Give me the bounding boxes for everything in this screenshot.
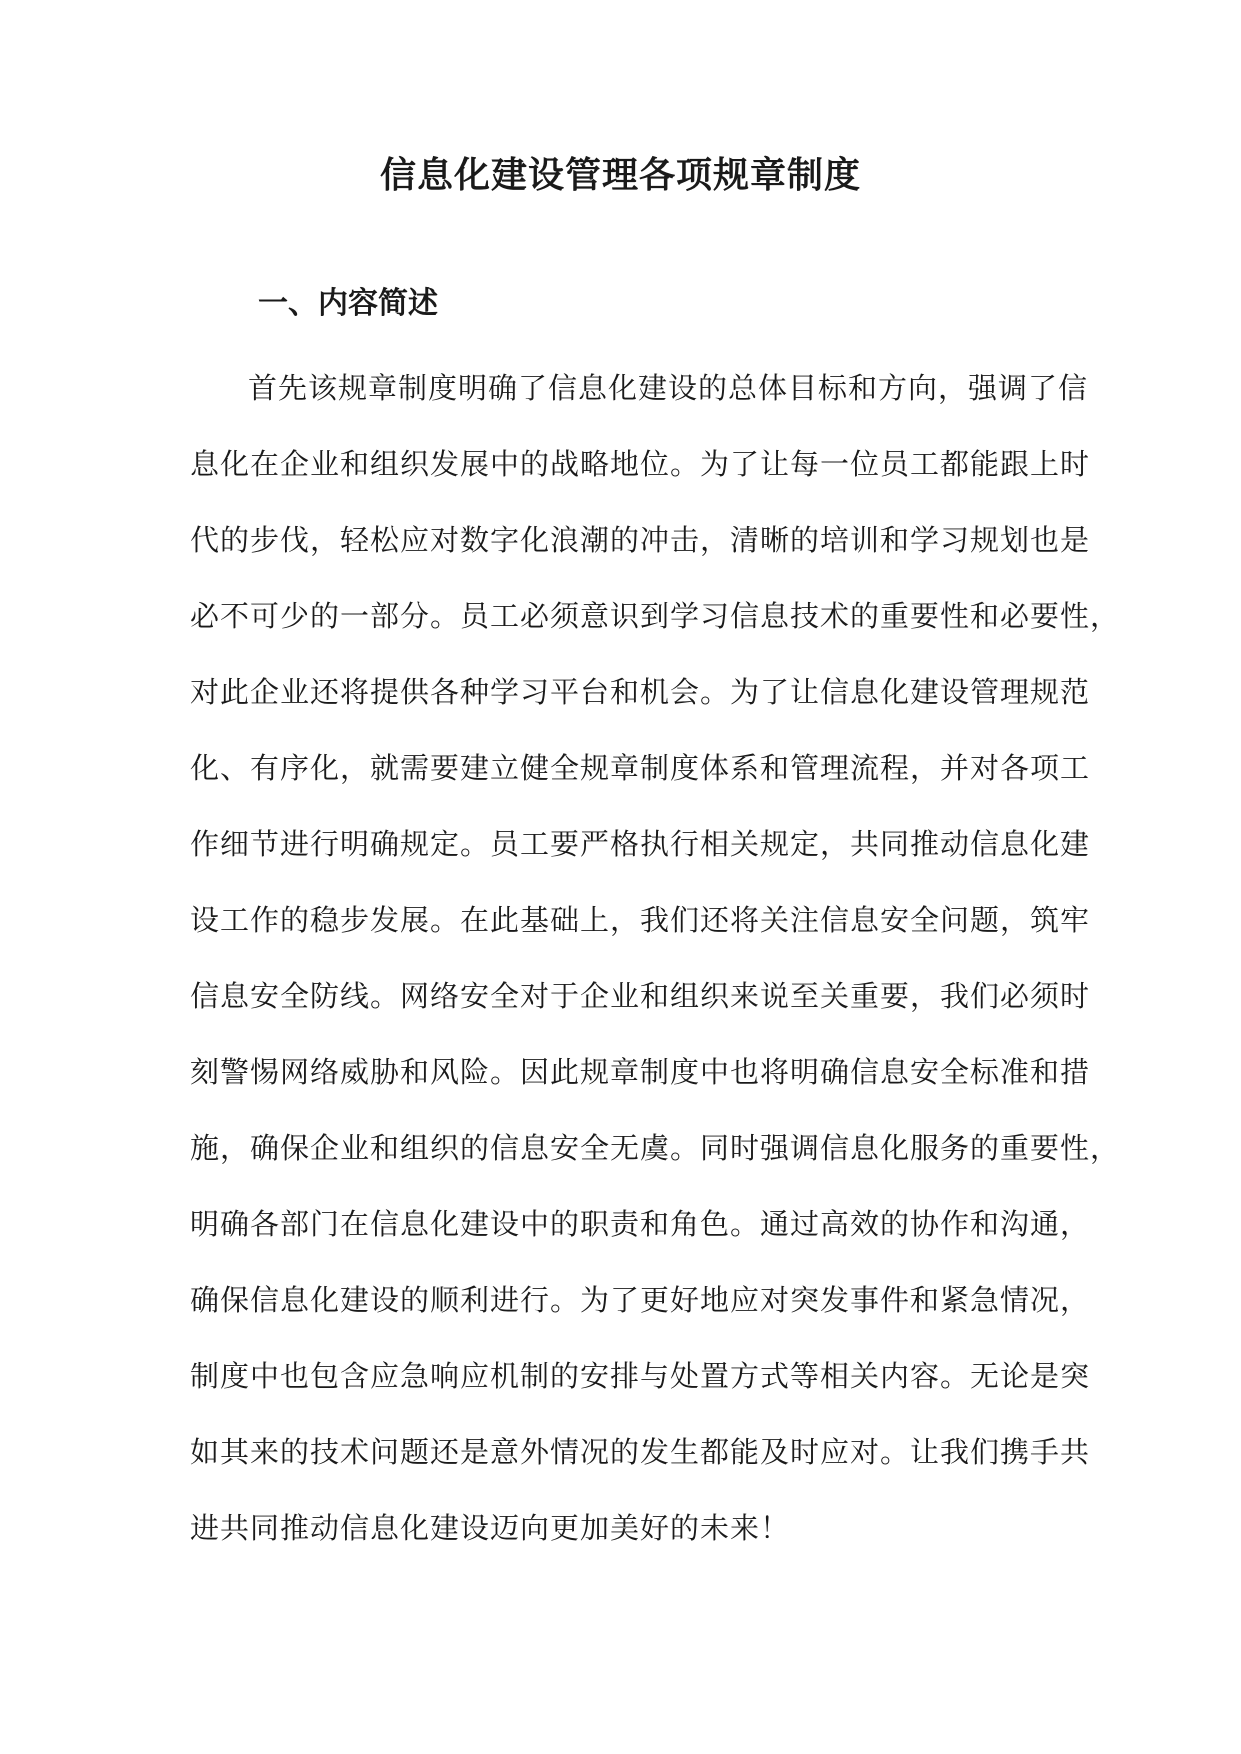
paragraph-line: 信息安全防线。网络安全对于企业和组织来说至关重要，我们必须时 [190, 979, 1091, 1013]
paragraph-line: 刻警惕网络威胁和风险。因此规章制度中也将明确信息安全标准和措 [190, 1055, 1091, 1089]
section-heading: 一、内容简述 [258, 286, 438, 321]
paragraph-line: 对此企业还将提供各种学习平台和机会。为了让信息化建设管理规范 [190, 675, 1091, 709]
paragraph-line: 息化在企业和组织发展中的战略地位。为了让每一位员工都能跟上时 [190, 447, 1091, 481]
paragraph-line: 施，确保企业和组织的信息安全无虞。同时强调信息化服务的重要性， [190, 1131, 1121, 1165]
body-paragraph [190, 360, 1121, 1576]
paragraph-line: 如其来的技术问题还是意外情况的发生都能及时应对。让我们携手共 [190, 1435, 1091, 1469]
paragraph-line: 设工作的稳步发展。在此基础上，我们还将关注信息安全问题，筑牢 [190, 903, 1091, 937]
paragraph-line: 制度中也包含应急响应机制的安排与处置方式等相关内容。无论是突 [190, 1359, 1091, 1393]
paragraph-line: 明确各部门在信息化建设中的职责和角色。通过高效的协作和沟通， [190, 1207, 1091, 1241]
paragraph-line: 化、有序化，就需要建立健全规章制度体系和管理流程，并对各项工 [190, 751, 1091, 785]
paragraph-line: 作细节进行明确规定。员工要严格执行相关规定，共同推动信息化建 [190, 827, 1091, 861]
document-title: 信息化建设管理各项规章制度 [379, 155, 861, 196]
paragraph-line: 进共同推动信息化建设迈向更加美好的未来！ [190, 1511, 791, 1545]
paragraph-line: 首先该规章制度明确了信息化建设的总体目标和方向，强调了信 [248, 371, 1089, 405]
paragraph-line: 必不可少的一部分。员工必须意识到学习信息技术的重要性和必要性， [190, 599, 1121, 633]
paragraph-line: 代的步伐，轻松应对数字化浪潮的冲击，清晰的培训和学习规划也是 [190, 523, 1091, 557]
paragraph-line: 确保信息化建设的顺利进行。为了更好地应对突发事件和紧急情况， [190, 1283, 1091, 1317]
